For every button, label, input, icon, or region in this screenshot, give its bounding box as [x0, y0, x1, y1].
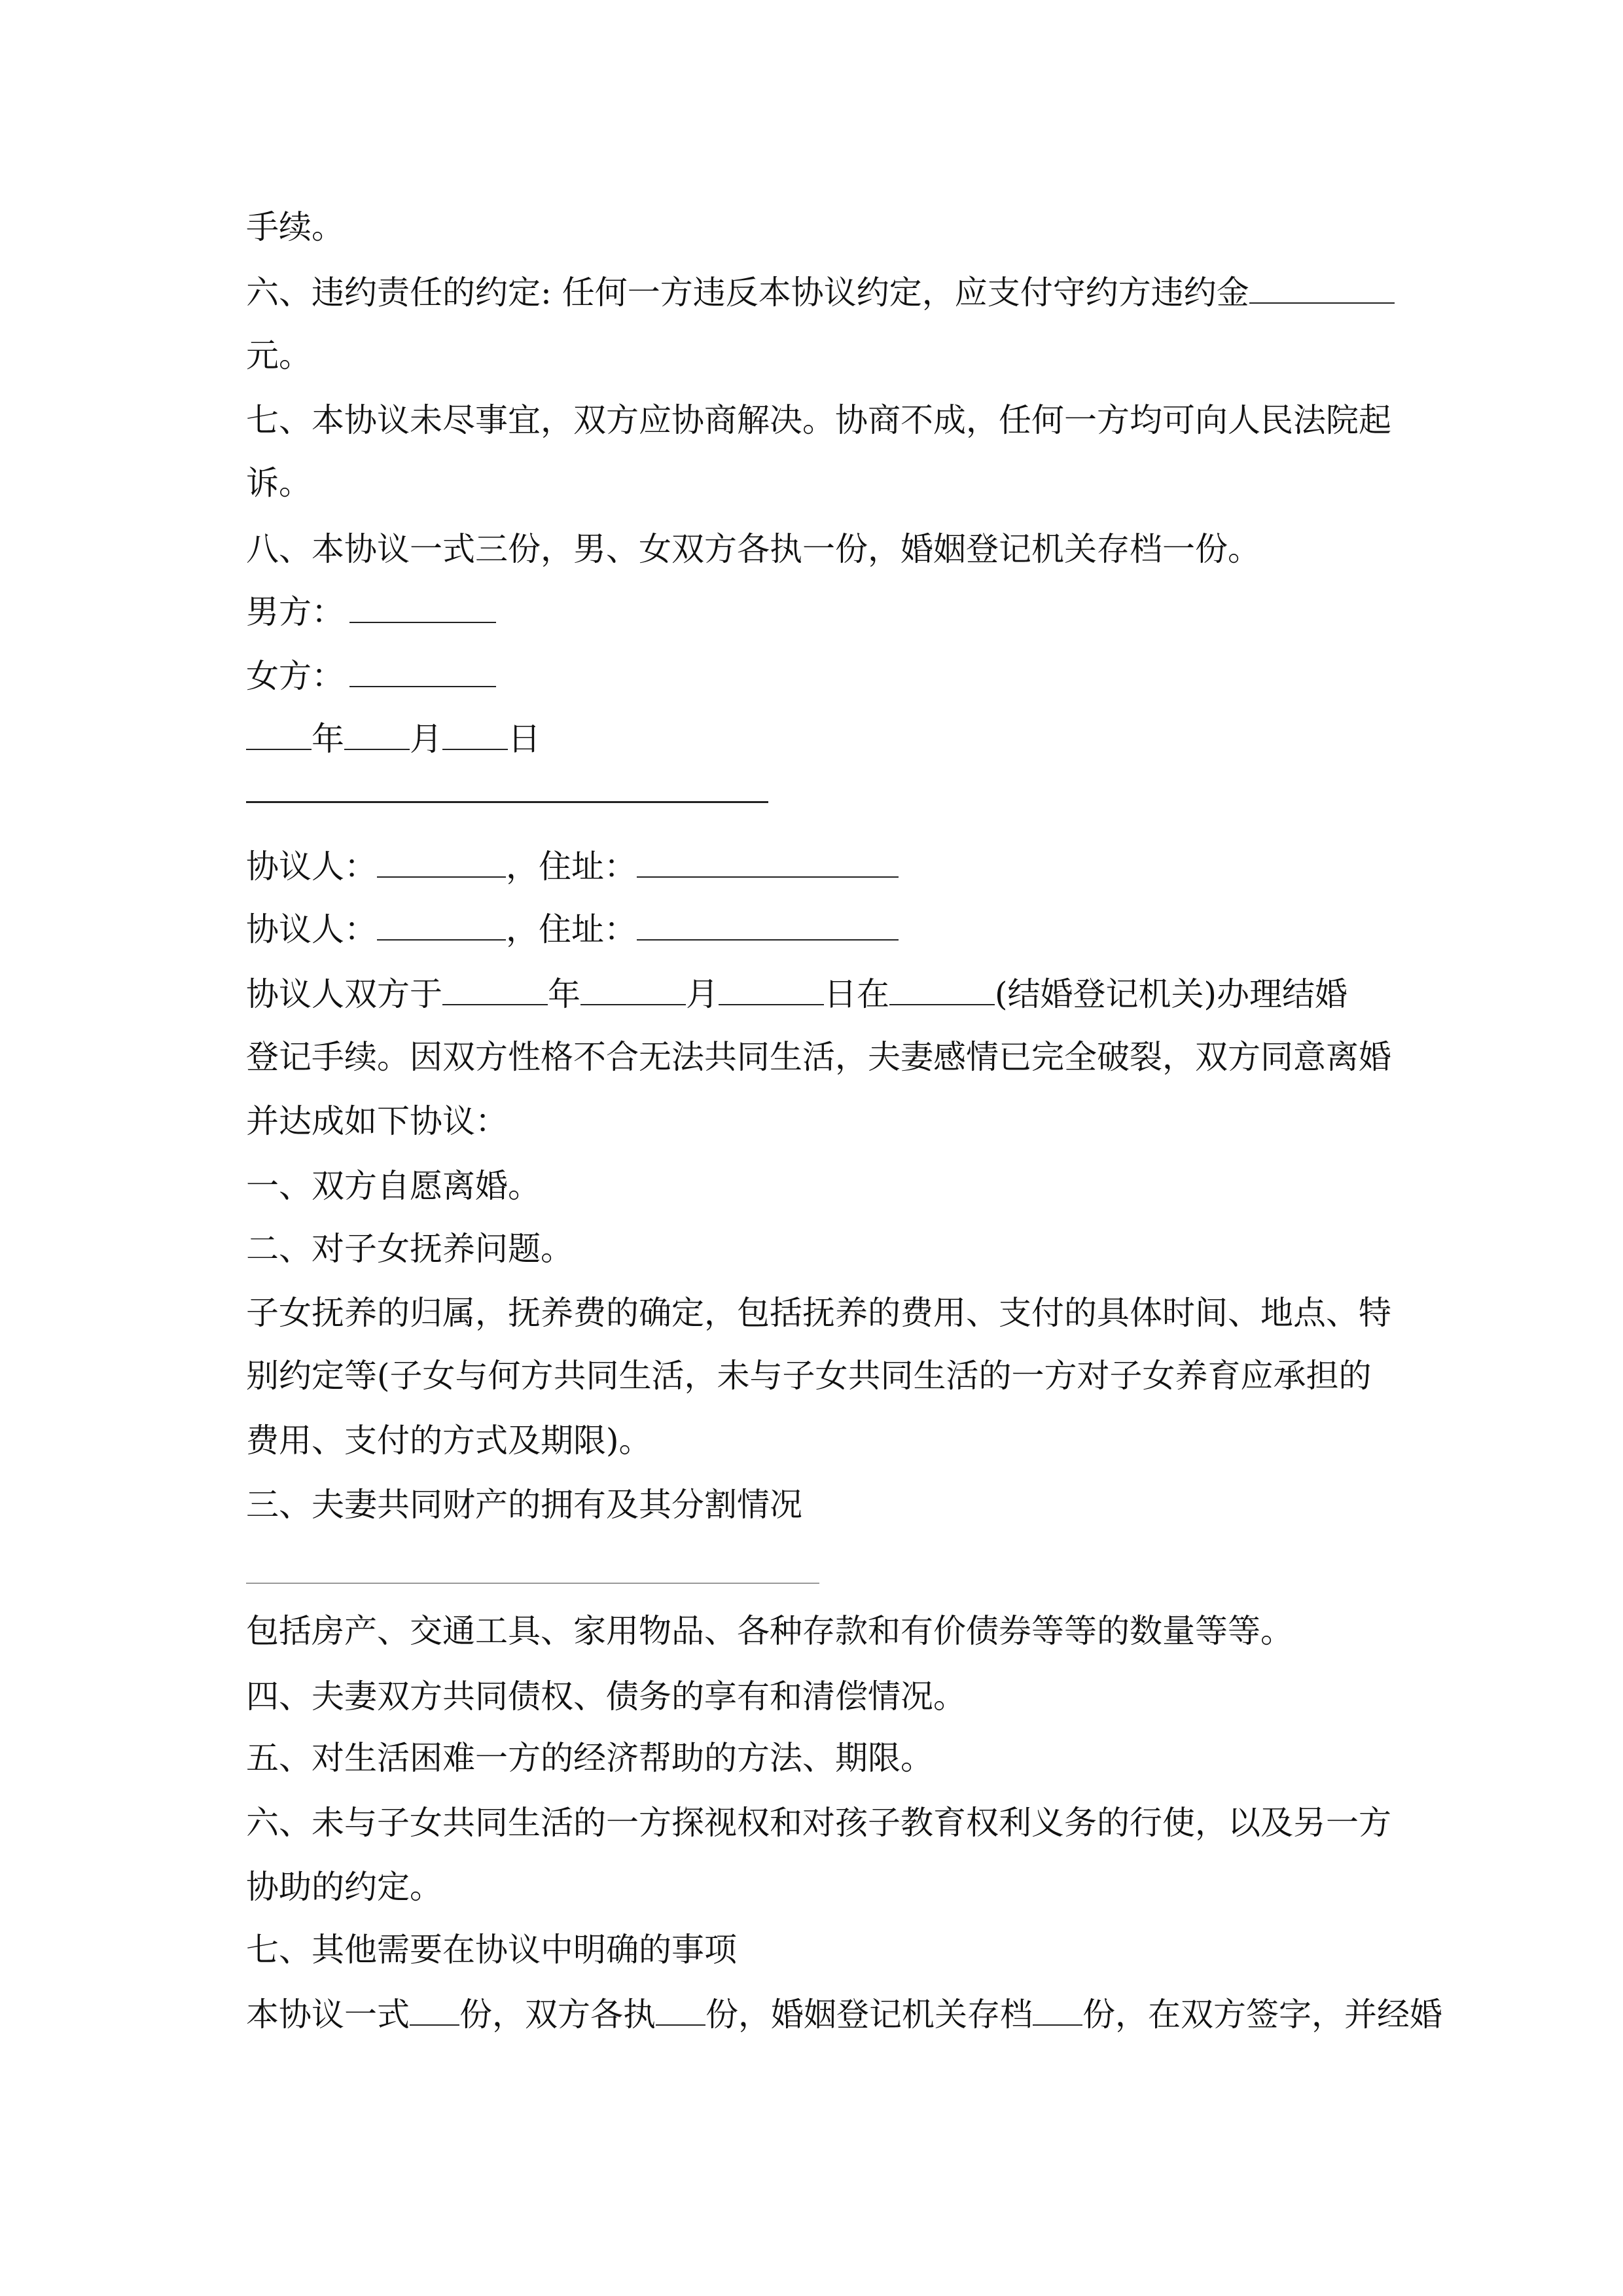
- registry-blank[interactable]: [889, 975, 995, 1005]
- text: (结婚登记机关)办理结婚: [995, 975, 1348, 1013]
- month-blank[interactable]: [580, 975, 686, 1005]
- copies-line: [246, 1995, 1442, 2034]
- text: 份，婚姻登记机关存档: [705, 1996, 1033, 2034]
- text-line: 协助的约定。: [246, 1868, 442, 1906]
- text-line: 包括房产、交通工具、家用物品、各种存款和有价债券等等的数量等等。: [246, 1612, 1293, 1650]
- text: 六、违约责任的约定: 任何一方违反本协议约定，应支付守约方违约金: [246, 274, 1249, 312]
- text: 日在: [824, 975, 889, 1013]
- male-signature-line: [246, 592, 496, 632]
- text: 年: [548, 975, 580, 1013]
- copies-blank[interactable]: [410, 1996, 459, 2026]
- party-line-2: [246, 910, 899, 949]
- female-signature-line: [246, 656, 496, 696]
- label: 女方：: [246, 657, 344, 695]
- text-line: 手续。: [246, 208, 344, 246]
- address-blank[interactable]: [637, 910, 899, 941]
- text-line: 元。: [246, 336, 312, 374]
- text-line: 别约定等(子女与何方共同生活，未与子女共同生活的一方对子女养育应承担的: [246, 1357, 1372, 1395]
- text-line: 并达成如下协议：: [246, 1102, 508, 1140]
- clause-8: 八、本协议一式三份，男、女双方各执一份，婚姻登记机关存档一份。: [246, 530, 1260, 568]
- party-line-1: [246, 847, 899, 886]
- day-blank[interactable]: [442, 720, 508, 750]
- party-name-blank[interactable]: [377, 910, 506, 941]
- penalty-amount-blank[interactable]: [1249, 274, 1395, 304]
- text: 份，在双方签字，并经婚: [1082, 1996, 1442, 2034]
- text: 份，双方各执: [459, 1996, 656, 2034]
- item-6: 六、未与子女共同生活的一方探视权和对孩子教育权利义务的行使，以及另一方: [246, 1804, 1391, 1842]
- text: 协议人双方于: [246, 975, 442, 1013]
- item-4: 四、夫妻双方共同债权、债务的享有和清偿情况。: [246, 1677, 966, 1715]
- item-5: 五、对生活困难一方的经济帮助的方法、期限。: [246, 1739, 933, 1777]
- item-2: 二、对子女抚养问题。: [246, 1230, 573, 1268]
- clause-7: 七、本协议未尽事宜，双方应协商解决。协商不成，任何一方均可向人民法院起: [246, 401, 1391, 439]
- year-blank[interactable]: [246, 720, 312, 750]
- text-line: 诉。: [246, 464, 312, 502]
- text-line: 费用、支付的方式及期限)。: [246, 1422, 652, 1460]
- label: 协议人：: [246, 848, 377, 886]
- male-signature-blank[interactable]: [349, 593, 496, 623]
- marriage-registration-line: [246, 975, 1347, 1014]
- label: 协议人：: [246, 910, 377, 948]
- female-signature-blank[interactable]: [349, 657, 496, 687]
- copies-each-blank[interactable]: [656, 1996, 705, 2026]
- property-blank-line[interactable]: [246, 1583, 819, 1584]
- date-line: [246, 719, 541, 759]
- party-name-blank[interactable]: [377, 848, 506, 878]
- label: 月: [410, 720, 442, 758]
- text: 月: [686, 975, 719, 1013]
- item-3: 三、夫妻共同财产的拥有及其分割情况: [246, 1486, 802, 1524]
- text-line: 子女抚养的归属，抚养费的确定，包括抚养的费用、支付的具体时间、地点、特: [246, 1294, 1391, 1332]
- section-divider: [246, 801, 768, 803]
- address-blank[interactable]: [637, 848, 899, 878]
- text: 本协议一式: [246, 1996, 410, 2034]
- item-1: 一、双方自愿离婚。: [246, 1167, 541, 1205]
- label: 年: [312, 720, 344, 758]
- label: 男方：: [246, 593, 344, 631]
- clause-6-penalty: [246, 273, 1395, 312]
- label: ，住址：: [506, 910, 637, 948]
- copies-archive-blank[interactable]: [1033, 1996, 1082, 2026]
- item-7: 七、其他需要在协议中明确的事项: [246, 1931, 737, 1969]
- day-blank[interactable]: [719, 975, 824, 1005]
- month-blank[interactable]: [344, 720, 410, 750]
- label: 日: [508, 720, 541, 758]
- text-line: 登记手续。因双方性格不合无法共同生活，夫妻感情已完全破裂，双方同意离婚: [246, 1038, 1391, 1076]
- year-blank[interactable]: [442, 975, 548, 1005]
- label: ，住址：: [506, 848, 637, 886]
